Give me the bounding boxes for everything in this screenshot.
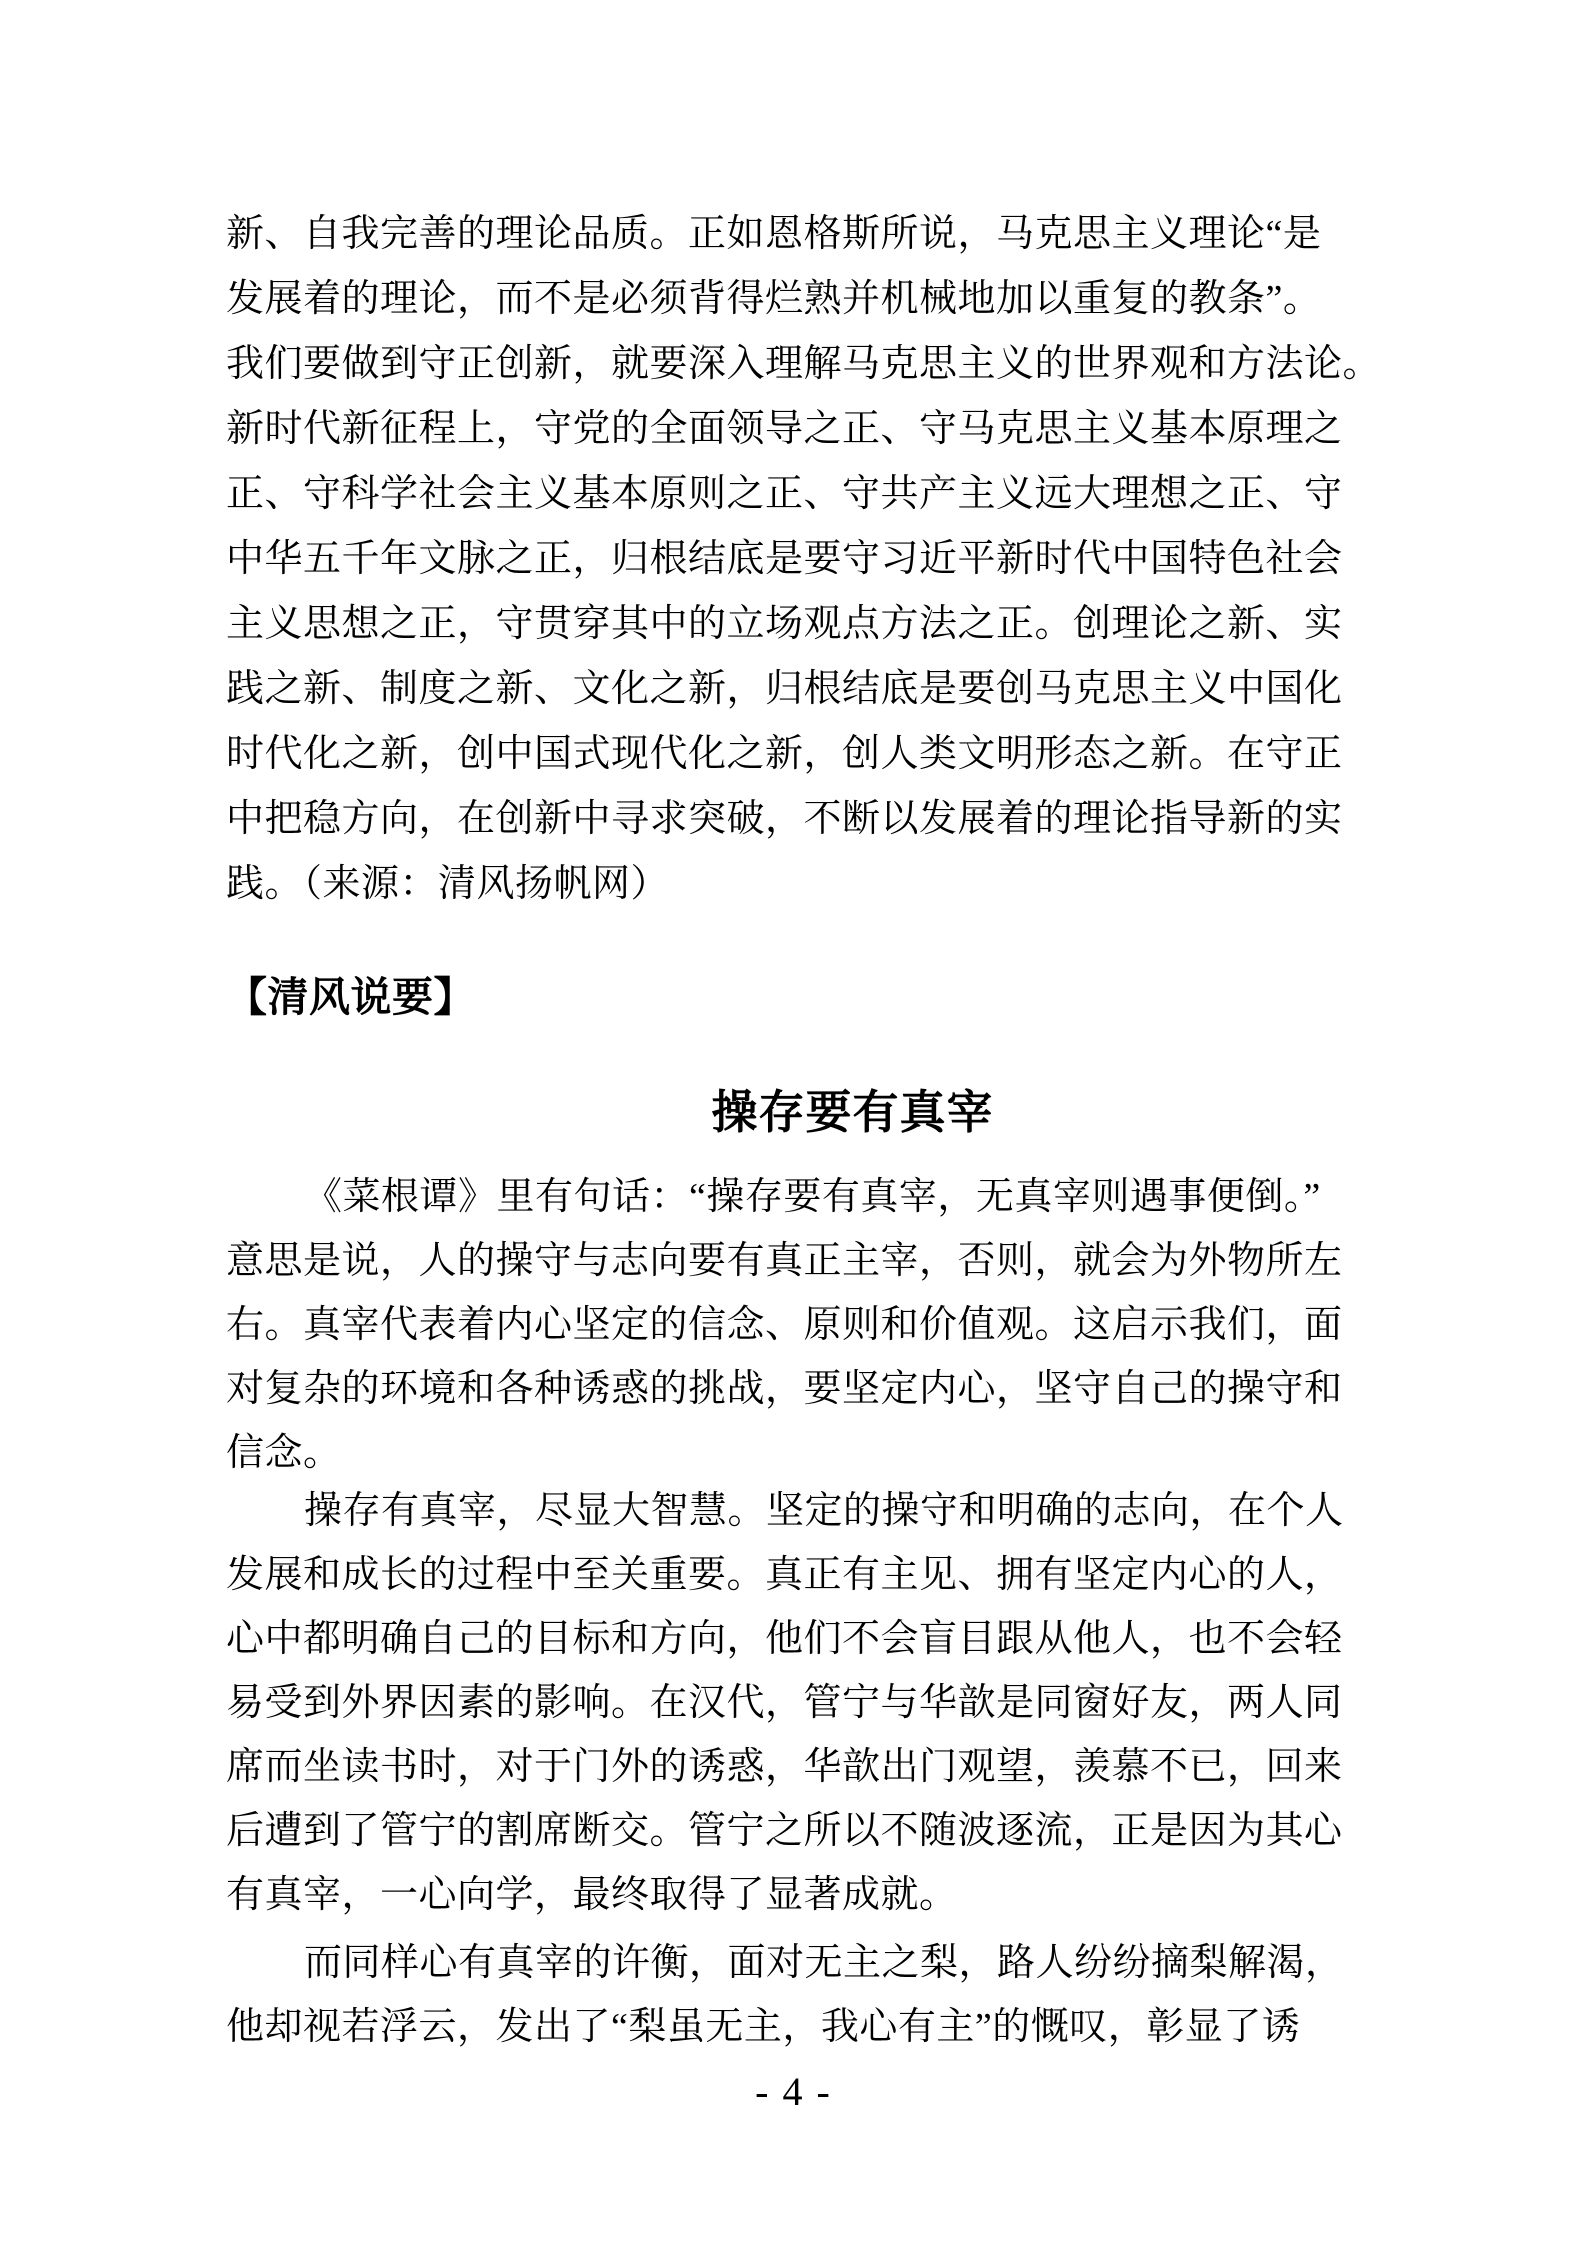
paragraph-theory-continuation [226,202,1437,917]
paragraph-guanning-story [226,1479,1437,1927]
text-line: 《菜根谭》里有句话：“操存要有真宰，无真宰则遇事便倒。” [304,1176,1321,1218]
text-line: 右。真宰代表着内心坚定的信念、原则和价值观。这启示我们，面 [226,1304,1343,1346]
text-line: 他却视若浮云，发出了“梨虽无主，我心有主”的慨叹，彰显了诱 [226,2006,1301,2048]
text-line: 发展和成长的过程中至关重要。真正有主见、拥有坚定内心的人， [226,1554,1343,1596]
text-line: 发展着的理论，而不是必须背得烂熟并机械地加以重复的教条”。 [226,278,1322,320]
text-line: 对复杂的环境和各种诱惑的挑战，要坚定内心，坚守自己的操守和 [226,1368,1343,1410]
text-line: 践。（来源：清风扬帆网） [226,863,670,905]
text-line: 践之新、制度之新、文化之新，归根结底是要创马克思主义中国化 [226,668,1343,710]
text-line: 席而坐读书时，对于门外的诱惑，华歆出门观望，羡慕不已，回来 [226,1746,1343,1788]
paragraph-xuheng-story [226,1931,1437,2059]
text-line: 我们要做到守正创新，就要深入理解马克思主义的世界观和方法论。 [226,343,1382,385]
text-line: 心中都明确自己的目标和方向，他们不会盲目跟从他人，也不会轻 [226,1618,1343,1660]
text-line: 主义思想之正，守贯穿其中的立场观点方法之正。创理论之新、实 [226,603,1343,645]
text-line: 新、自我完善的理论品质。正如恩格斯所说，马克思主义理论“是 [226,213,1322,255]
text-line: 中华五千年文脉之正，归根结底是要守习近平新时代中国特色社会 [226,538,1343,580]
text-line: 意思是说，人的操守与志向要有真正主宰，否则，就会为外物所左 [226,1240,1343,1282]
paragraph-caigentan-quote [226,1165,1437,1485]
text-line: 易受到外界因素的影响。在汉代，管宁与华歆是同窗好友，两人同 [226,1682,1343,1724]
article-title: 操存要有真宰 [711,1087,994,1138]
text-line: 而同样心有真宰的许衡，面对无主之梨，路人纷纷摘梨解渴， [304,1942,1344,1984]
text-line: 操存有真宰，尽显大智慧。坚定的操守和明确的志向，在个人 [304,1490,1344,1532]
text-line: 信念。 [226,1432,342,1474]
page-number: - 4 - [755,2069,832,2114]
text-line: 正、守科学社会主义基本原则之正、守共产主义远大理想之正、守 [226,473,1343,515]
text-line: 时代化之新，创中国式现代化之新，创人类文明形态之新。在守正 [226,733,1343,775]
text-line: 后遭到了管宁的割席断交。管宁之所以不随波逐流，正是因为其心 [226,1810,1343,1852]
text-line: 新时代新征程上，守党的全面领导之正、守马克思主义基本原理之 [226,408,1343,450]
text-line: 中把稳方向，在创新中寻求突破，不断以发展着的理论指导新的实 [226,798,1343,840]
section-header: 【清风说要】 [226,974,475,1020]
text-line: 有真宰，一心向学，最终取得了显著成就。 [226,1874,958,1916]
